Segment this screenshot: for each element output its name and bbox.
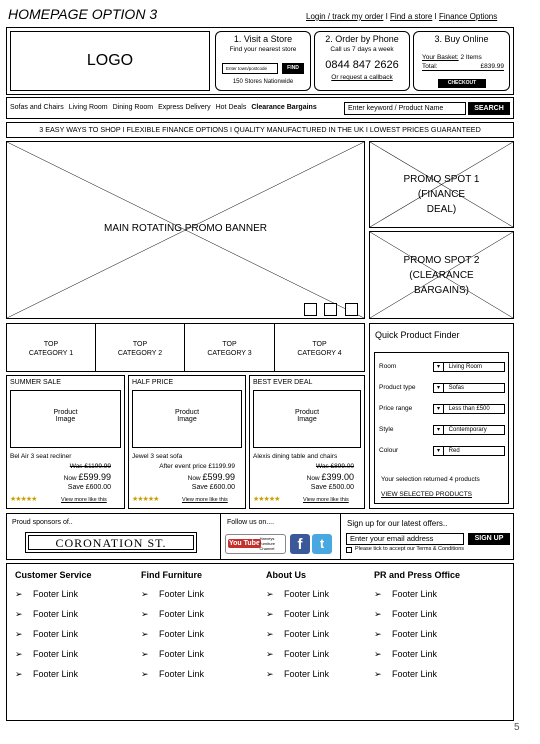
product-card-1 [6, 375, 125, 509]
header [6, 27, 514, 95]
arrow-icon: ➢ [374, 669, 382, 679]
arrow-icon: ➢ [374, 609, 382, 619]
category-1[interactable] [6, 323, 96, 372]
product-image-line: Image [55, 416, 76, 423]
finder-label: Product type [379, 384, 416, 391]
product-image[interactable] [253, 390, 361, 448]
top-links [306, 12, 497, 21]
promo-spot-1[interactable] [369, 141, 514, 228]
footer-link-label: Footer Link [33, 669, 79, 679]
product-now-price [188, 472, 235, 482]
visit-store-panel [215, 31, 311, 91]
chevron-down-icon: ▾ [434, 426, 444, 434]
footer-link-label: Footer Link [33, 589, 79, 599]
category-line: TOP [312, 341, 327, 348]
product-header: HALF PRICE [132, 379, 174, 386]
arrow-icon: ➢ [15, 629, 23, 639]
phone-number: 0844 847 2626 [325, 59, 399, 71]
arrow-icon: ➢ [15, 649, 23, 659]
basket-info [422, 54, 504, 61]
product-name[interactable]: Alexis dining table and chairs [253, 453, 338, 460]
footer-column-about-us [266, 570, 376, 689]
finder-row-colour [379, 446, 504, 457]
rating-stars-icon: ★★★★★ [132, 496, 159, 503]
footer-link[interactable] [15, 669, 125, 689]
main-promo-banner[interactable] [6, 141, 365, 319]
view-selected-link[interactable]: VIEW SELECTED PRODUCTS [381, 491, 473, 498]
arrow-icon: ➢ [141, 649, 149, 659]
finder-row-price-range [379, 404, 504, 415]
terms-label: Please tick to accept our Terms & Conditions [355, 546, 465, 552]
style-select[interactable] [433, 425, 505, 435]
nav-item-sofas[interactable]: Sofas and Chairs [10, 104, 64, 111]
product-saving: Save £600.00 [67, 484, 111, 491]
footer-link-label: Footer Link [159, 629, 205, 639]
channel-label [259, 536, 275, 551]
footer-link[interactable] [266, 649, 376, 669]
footer-link-label: Footer Link [159, 669, 205, 679]
footer-heading: Customer Service [15, 570, 92, 580]
product-type-select[interactable] [433, 383, 505, 393]
nav-item-dining-room[interactable]: Dining Room [112, 104, 154, 111]
search-button[interactable]: SEARCH [468, 102, 510, 115]
page-number: 5 [514, 722, 520, 733]
price-range-select[interactable] [433, 404, 505, 414]
finder-label: Room [379, 363, 397, 370]
basket-total [422, 63, 504, 71]
rating-stars-icon: ★★★★★ [10, 496, 37, 503]
arrow-icon: ➢ [15, 609, 23, 619]
footer-link[interactable] [374, 629, 484, 649]
footer-link[interactable] [141, 649, 251, 669]
promo-2-label [370, 253, 513, 298]
chevron-down-icon: ▾ [434, 384, 444, 392]
divider [340, 514, 341, 559]
sponsor-logo[interactable] [25, 532, 197, 553]
find-store-link[interactable]: Find a store [390, 12, 433, 21]
arrow-icon: ➢ [374, 589, 382, 599]
category-label [275, 340, 364, 358]
facebook-icon[interactable]: f [290, 534, 310, 554]
order-phone-subtitle: Call us 7 days a week [330, 46, 394, 53]
footer-heading: PR and Press Office [374, 570, 461, 580]
view-more-link[interactable]: View more like this [61, 497, 107, 503]
find-button[interactable]: FIND [282, 63, 304, 74]
product-image[interactable] [132, 390, 242, 448]
product-name[interactable]: Jewel 3 seat sofa [132, 453, 183, 460]
footer-link[interactable] [266, 609, 376, 629]
sponsor-title: Proud sponsors of.. [12, 519, 73, 526]
footer-column-pr-press [374, 570, 484, 689]
product-was-price: Was £899.00 [315, 463, 354, 470]
rating-stars-icon: ★★★★★ [253, 496, 280, 503]
sponsor-logo-inner [28, 535, 194, 550]
footer-link[interactable] [266, 629, 376, 649]
footer-heading: Find Furniture [141, 570, 202, 580]
footer-link[interactable] [266, 669, 376, 689]
category-line: TOP [132, 341, 148, 348]
category-line: CATEGORY 2 [117, 350, 163, 357]
footer-link-label: Footer Link [33, 629, 79, 639]
order-phone-panel [314, 31, 410, 91]
footer-link-label: Footer Link [284, 629, 330, 639]
arrow-icon: ➢ [15, 669, 23, 679]
finder-row-style [379, 425, 504, 436]
view-more-link[interactable]: View more like this [303, 497, 349, 503]
arrow-icon: ➢ [141, 669, 149, 679]
banner-dot-2[interactable] [324, 303, 337, 316]
footer-link[interactable] [15, 629, 125, 649]
footer-link[interactable] [141, 629, 251, 649]
product-image-line: Product [174, 409, 200, 416]
promo-2-line: PROMO SPOT 2 [403, 255, 480, 266]
product-card-2 [128, 375, 246, 509]
channel-line: Furniture [259, 541, 276, 546]
finder-form [374, 352, 509, 504]
order-phone-title: 2. Order by Phone [325, 34, 399, 44]
sponsor-name: CORONATION ST. [55, 536, 167, 550]
basket-items: 2 Items [460, 54, 482, 61]
page-title: HOMEPAGE OPTION 3 [8, 6, 158, 22]
footer-link-label: Footer Link [392, 629, 438, 639]
promo-1-line: PROMO SPOT 1 [403, 174, 480, 185]
product-now-price [64, 472, 111, 482]
promo-spot-2[interactable] [369, 231, 514, 319]
footer-link[interactable] [15, 609, 125, 629]
footer-link[interactable] [15, 649, 125, 669]
chevron-down-icon: ▾ [434, 447, 444, 455]
arrow-icon: ➢ [266, 629, 274, 639]
quick-product-finder [369, 323, 514, 509]
divider [220, 514, 221, 559]
arrow-icon: ➢ [374, 629, 382, 639]
now-label: Now [187, 475, 201, 482]
footer-link-label: Footer Link [392, 669, 438, 679]
search-input[interactable]: Enter keyword / Product Name [344, 102, 466, 115]
select-value: Less than £500 [448, 406, 490, 412]
twitter-icon[interactable]: t [312, 534, 332, 554]
logo[interactable]: LOGO [10, 31, 210, 91]
now-value: £399.00 [321, 472, 354, 482]
footer-link-label: Footer Link [159, 589, 205, 599]
product-name[interactable]: Bel Air 3 seat recliner [10, 453, 72, 460]
checkout-button[interactable]: CHECKOUT [438, 79, 486, 88]
product-saving: Save £600.00 [191, 484, 235, 491]
signup-title: Sign up for our latest offers.. [347, 519, 448, 528]
arrow-icon: ➢ [266, 669, 274, 679]
arrow-icon: ➢ [141, 629, 149, 639]
now-value: £599.99 [78, 472, 111, 482]
arrow-icon: ➢ [266, 649, 274, 659]
category-2[interactable] [95, 323, 185, 372]
select-value: Living Room [448, 364, 483, 370]
footer-link[interactable] [374, 669, 484, 689]
chevron-down-icon: ▾ [434, 405, 444, 413]
footer-link-label: Footer Link [284, 609, 330, 619]
terms-checkbox[interactable] [346, 547, 352, 553]
callback-link[interactable]: Or request a callback [331, 74, 393, 81]
footer-link-label: Footer Link [392, 649, 438, 659]
footer-link-label: Footer Link [392, 609, 438, 619]
select-value: Contemporary [448, 427, 487, 433]
product-image[interactable] [10, 390, 121, 448]
category-line: CATEGORY 4 [297, 350, 342, 357]
finder-title: Quick Product Finder [375, 330, 460, 340]
stores-count: 150 Stores Nationwide [232, 79, 294, 85]
view-more-link[interactable]: View more like this [182, 497, 228, 503]
postcode-input[interactable]: Enter town/postcode [222, 63, 278, 74]
product-header: SUMMER SALE [10, 379, 61, 386]
footer-link[interactable] [15, 589, 125, 609]
nav-item-clearance[interactable]: Clearance Bargains [251, 104, 317, 111]
login-link[interactable]: Login / track my order [306, 12, 384, 21]
category-label [7, 340, 95, 358]
follow-title: Follow us on.... [227, 519, 275, 526]
footer-column-find-furniture [141, 570, 251, 689]
room-select[interactable] [433, 362, 505, 372]
product-saving: Save £500.00 [310, 484, 354, 491]
nav-item-express-delivery[interactable]: Express Delivery [158, 104, 211, 111]
total-label: Total: [422, 63, 438, 70]
basket-link[interactable]: Your Basket: [422, 54, 459, 61]
footer-link-label: Footer Link [33, 609, 79, 619]
footer-link-label: Footer Link [33, 649, 79, 659]
nav-item-living-room[interactable]: Living Room [68, 104, 108, 111]
colour-select[interactable] [433, 446, 505, 456]
link-separator: I [383, 12, 391, 21]
channel-line: Channel [259, 546, 275, 551]
email-input[interactable]: Enter your email address [346, 533, 464, 545]
category-line: CATEGORY 3 [207, 350, 252, 357]
finance-link[interactable]: Finance Options [438, 12, 498, 21]
promo-1-label [370, 172, 513, 217]
product-card-3 [249, 375, 365, 509]
youtube-icon[interactable] [225, 534, 286, 554]
product-image-line: Image [177, 416, 197, 423]
footer-link[interactable] [374, 589, 484, 609]
now-label: Now [63, 475, 77, 482]
channel-line: Harveys [259, 536, 275, 541]
banner-dot-3[interactable] [345, 303, 358, 316]
now-label: Now [306, 475, 320, 482]
promo-2-line: BARGAINS) [413, 285, 469, 296]
category-3[interactable] [184, 323, 275, 372]
footer-link[interactable] [374, 609, 484, 629]
promo-2-line: (CLEARANCE [409, 270, 474, 281]
footer-link-label: Footer Link [284, 589, 330, 599]
footer-column-customer-service [15, 570, 125, 689]
total-value: £839.99 [480, 63, 504, 70]
category-4[interactable] [274, 323, 365, 372]
arrow-icon: ➢ [266, 589, 274, 599]
select-value: Sofas [448, 385, 465, 391]
finder-label: Price range [379, 405, 413, 412]
footer-link[interactable] [266, 589, 376, 609]
usp-bar: 3 EASY WAYS TO SHOP I FLEXIBLE FINANCE OPTIONS I QUALITY MANUFACTURED IN THE UK I LOWEST PRICES GUARANTEED [6, 122, 514, 138]
select-value: Red [448, 448, 460, 454]
link-separator: I [432, 12, 439, 21]
nav-bar [6, 97, 514, 119]
finder-row-room [379, 362, 504, 373]
footer-link-label: Footer Link [159, 649, 205, 659]
buy-online-title: 3. Buy Online [434, 34, 489, 44]
finder-label: Style [379, 426, 394, 433]
promo-1-line: DEAL) [426, 204, 457, 215]
nav-item-hot-deals[interactable]: Hot Deals [215, 104, 247, 111]
signup-button[interactable]: SIGN UP [468, 533, 510, 545]
now-value: £599.99 [202, 472, 235, 482]
footer-link-label: Footer Link [284, 649, 330, 659]
category-line: TOP [43, 341, 59, 348]
main-banner-label: MAIN ROTATING PROMO BANNER [104, 223, 267, 234]
product-header: BEST EVER DEAL [253, 379, 313, 386]
visit-store-subtitle: Find your nearest store [229, 46, 297, 53]
banner-dot-1[interactable] [304, 303, 317, 316]
footer-heading: About Us [266, 570, 306, 580]
footer-link-label: Footer Link [159, 609, 205, 619]
footer-link[interactable] [374, 649, 484, 669]
footer-link-label: Footer Link [392, 589, 438, 599]
buy-online-panel [413, 31, 510, 91]
category-label [96, 340, 184, 358]
category-label [185, 340, 274, 358]
arrow-icon: ➢ [266, 609, 274, 619]
finder-row-product-type [379, 383, 504, 394]
product-was-price: After event price £1199.99 [159, 463, 235, 470]
arrow-icon: ➢ [141, 609, 149, 619]
product-image-line: Image [297, 416, 317, 423]
arrow-icon: ➢ [15, 589, 23, 599]
product-image-line: Product [53, 409, 78, 416]
finder-label: Colour [379, 447, 399, 454]
promo-1-line: (FINANCE [417, 189, 466, 200]
product-now-price [307, 472, 354, 482]
chevron-down-icon: ▾ [434, 363, 444, 371]
footer-link[interactable] [141, 589, 251, 609]
product-was-price: Was £1199.99 [69, 463, 111, 470]
visit-store-title: 1. Visit a Store [233, 34, 293, 44]
category-line: CATEGORY 1 [28, 350, 74, 357]
finder-result: Your selection returned 4 products [381, 476, 480, 483]
nav-menu [10, 104, 317, 111]
footer-link-label: Footer Link [284, 669, 330, 679]
category-line: TOP [222, 341, 237, 348]
arrow-icon: ➢ [141, 589, 149, 599]
arrow-icon: ➢ [374, 649, 382, 659]
product-image-line: Product [294, 409, 320, 416]
footer-link[interactable] [141, 609, 251, 629]
footer-link[interactable] [141, 669, 251, 689]
lower-strip [6, 513, 514, 560]
youtube-logo-text: You Tube [229, 540, 260, 547]
